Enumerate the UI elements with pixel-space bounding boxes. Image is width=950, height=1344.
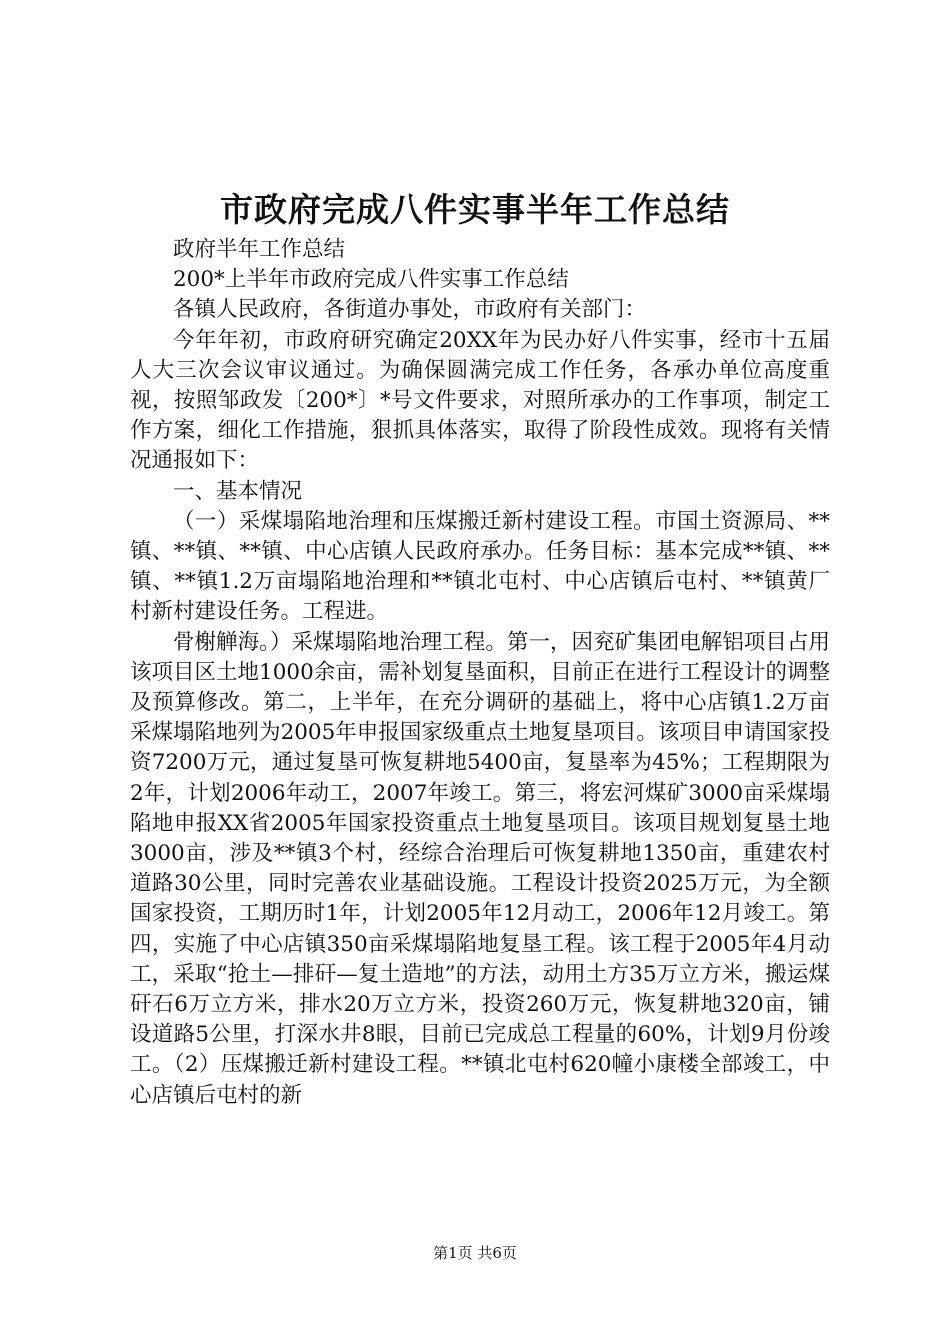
paragraph-project-one: （一）采煤塌陷地治理和压煤搬迁新村建设工程。市国土资源局、**镇、**镇、**镇、中心店镇人民政府承办。任务目标：基本完成**镇、**镇、**镇1.2万亩塌陷地治理和**镇北屯村、中心店镇后屯村、**镇黄厂村新村建设任务。工程进。 bbox=[130, 508, 830, 625]
paragraph-report-title: 200*上半年市政府完成八件实事工作总结 bbox=[173, 267, 569, 293]
paragraph-salutation: 各镇人民政府，各街道办事处，市政府有关部门： bbox=[173, 297, 647, 323]
paragraph-progress: 骨榭觯海。）采煤塌陷地治理工程。第一，因兖矿集团电解铝项目占用该项目区土地1000余亩，需补划复垦面积，目前正在进行工程设计的调整及预算修改。第二，上半年，在充分调研的基础上，将中心店镇1.2万亩采煤塌陷地列为2005年申报国家级重点土地复垦项目。该项目申请国家投资7200万元，通过复垦可恢复耕地5400亩，复垦率为45%；工程期限为2年，计划2006年动工，2007年竣工。第三，将宏河煤矿3000亩采煤塌陷地申报XX省2005年国家投资重点土地复垦项目。该项目规划复垦土地3000亩，涉及**镇3个村，经综合治理后可恢复耕地1350亩，重建农村道路30公里，同时完善农业基础设施。工程设计投资2025万元，为全额国家投资，工期历时1年，计划2005年12月动工，2006年12月竣工。第四，实施了中心店镇350亩采煤塌陷地复垦工程。该工程于2005年4月动工，采取“抢土—排矸—复土造地”的方法，动用土方35万立方米，搬运煤矸石6万立方米，排水20万立方米，投资260万元，恢复耕地320亩，铺设道路5公里，打深水井8眼，目前已完成总工程量的60%，计划9月份竣工。（2）压煤搬迁新村建设工程。**镇北屯村620幢小康楼全部竣工，中心店镇后屯村的新 bbox=[130, 629, 830, 1108]
page-number-footer: 第1页 共6页 bbox=[433, 1244, 517, 1262]
section-heading-basic-situation: 一、基本情况 bbox=[173, 478, 303, 504]
document-body bbox=[130, 235, 830, 1111]
document-title: 市政府完成八件实事半年工作总结 bbox=[220, 190, 730, 229]
paragraph-subtitle: 政府半年工作总结 bbox=[173, 237, 346, 262]
paragraph-intro: 今年年初，市政府研究确定20XX年为民办好八件实事，经市十五届人大三次会议审议通过。为确保圆满完成工作任务，各承办单位高度重视，按照邹政发〔200*〕*号文件要求，对照所承办的工作事项，制定工作方案，细化工作措施，狠抓具体落实，取得了阶段性成效。现将有关情况通报如下： bbox=[130, 327, 830, 474]
